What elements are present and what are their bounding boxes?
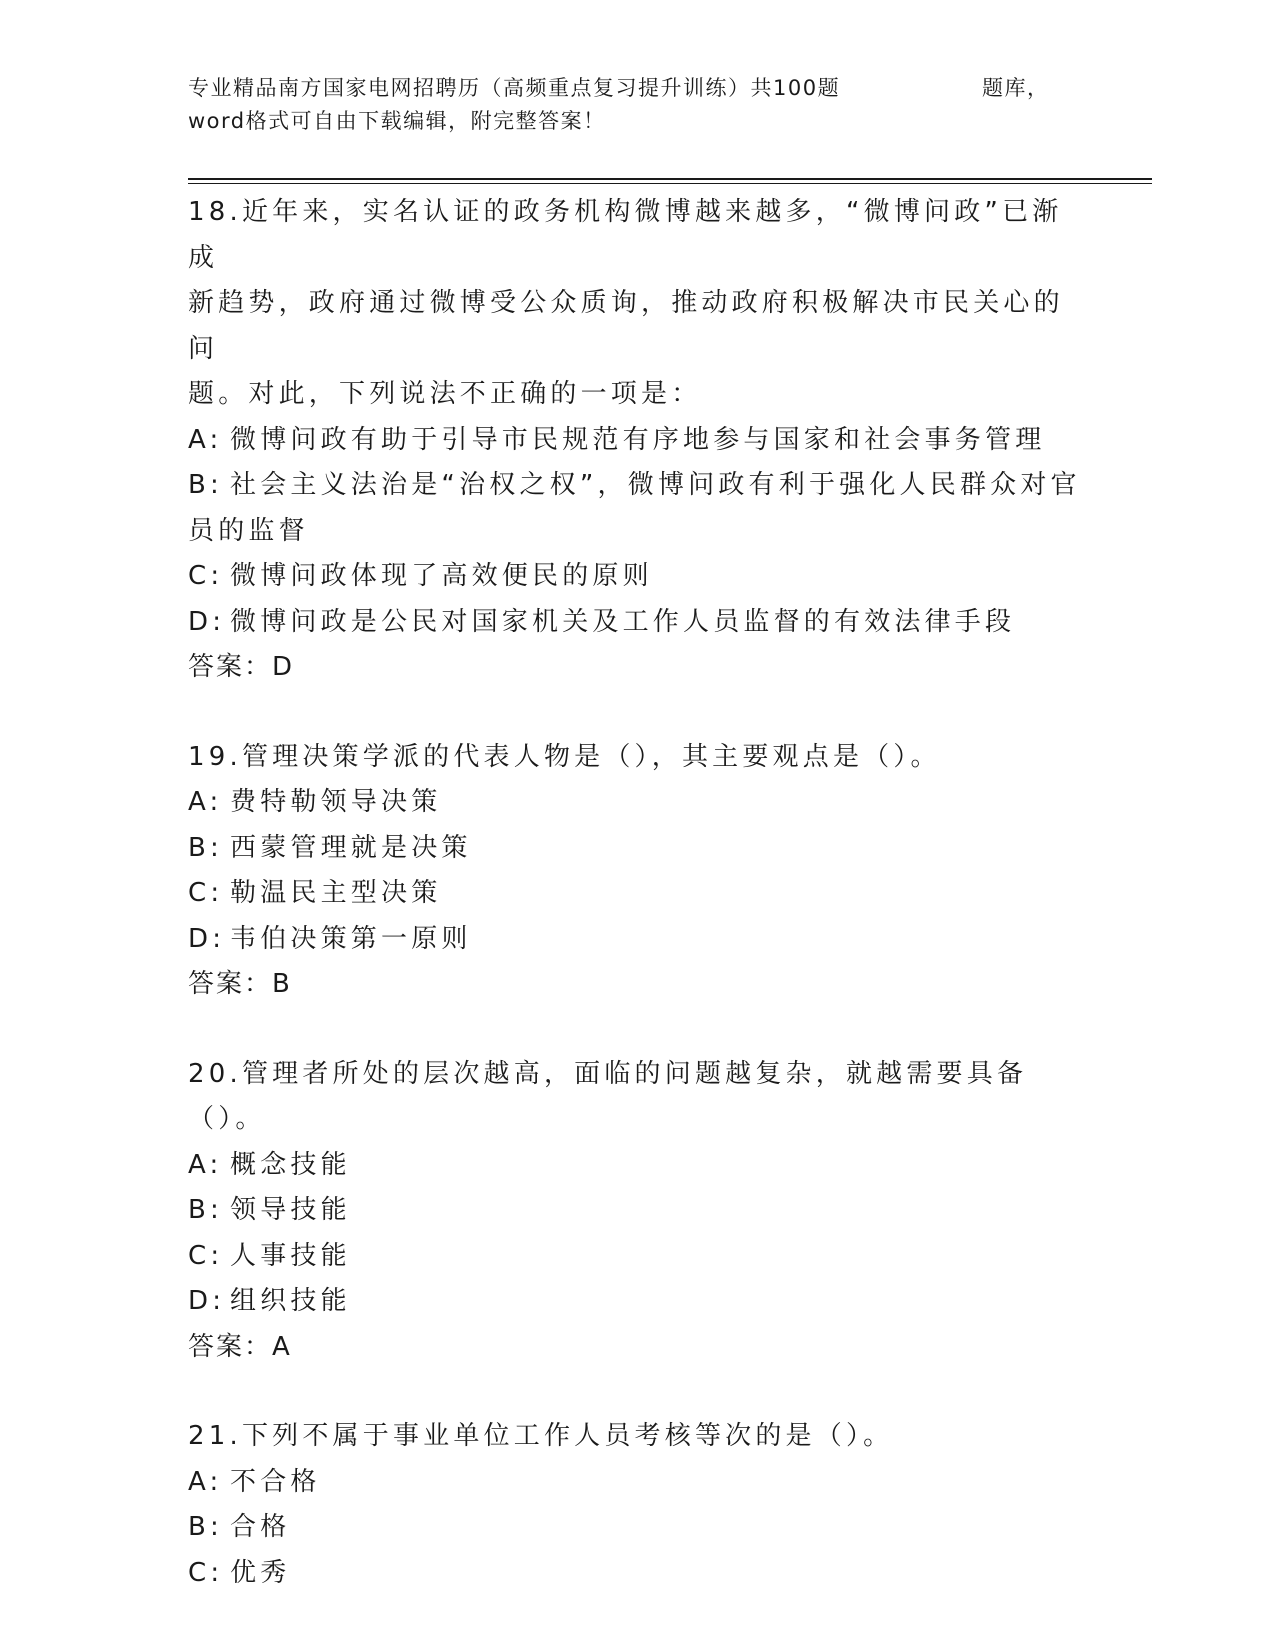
option-a	[188, 1143, 1088, 1189]
option-text: 微博问政有助于引导市民规范有序地参与国家和社会事务管理	[230, 424, 1046, 455]
option-text: 不合格	[230, 1466, 321, 1497]
option-text: 微博问政是公民对国家机关及工作人员监督的有效法律手段	[230, 606, 1016, 637]
option-label: C:	[188, 1240, 224, 1271]
option-label: B:	[188, 1512, 223, 1542]
option-label: B:	[188, 470, 223, 500]
option-b	[188, 1188, 1088, 1234]
option-label: A:	[188, 424, 223, 455]
header-divider-thin	[188, 183, 1152, 184]
option-label: C:	[188, 1557, 224, 1588]
option-text: 微博问政体现了高效便民的原则	[230, 561, 653, 591]
question-text-line: 20.管理者所处的层次越高，面临的问题越复杂，就越需要具备（）。	[188, 1058, 1028, 1134]
question-list	[188, 190, 1088, 1640]
option-a	[188, 1460, 1088, 1506]
option-d	[188, 600, 1088, 646]
option-a	[188, 418, 1088, 464]
option-c	[188, 1234, 1088, 1280]
option-text: 组织技能	[230, 1286, 351, 1316]
document-header	[188, 72, 1088, 138]
option-b	[188, 463, 1088, 509]
option-c	[188, 554, 1088, 600]
option-text: 社会主义法治是“治权之权”，微博问政有利于强化人民群众对官	[230, 470, 1081, 500]
header-divider-thick	[188, 178, 1152, 180]
option-text: 合格	[230, 1512, 291, 1542]
question-text-line: 题。对此，下列说法不正确的一项是：	[188, 379, 702, 409]
option-label: D:	[188, 1286, 226, 1316]
question-text-line: 19.管理决策学派的代表人物是（），其主要观点是（）。	[188, 741, 941, 772]
option-a	[188, 780, 1088, 826]
option-b	[188, 1505, 1088, 1551]
header-line-1	[188, 72, 1088, 105]
option-label: A:	[188, 1149, 223, 1180]
question-19	[188, 735, 1088, 1008]
question-text-line: 新趋势，政府通过微博受公众质询，推动政府积极解决市民关心的问	[188, 288, 1064, 364]
option-text: 费特勒领导决策	[230, 787, 442, 817]
option-label: C:	[188, 561, 224, 591]
header-line-2: word格式可自由下载编辑，附完整答案！	[188, 109, 606, 133]
option-label: B:	[188, 1195, 223, 1225]
option-label: C:	[188, 878, 224, 908]
option-text: 概念技能	[230, 1149, 351, 1180]
answer-text: 答案：D	[188, 652, 295, 682]
answer-text: 答案：A	[188, 1331, 292, 1362]
header-title: 专业精品南方国家电网招聘历（高频重点复习提升训练）共100题	[188, 76, 841, 100]
option-text: 西蒙管理就是决策	[230, 832, 472, 863]
option-text: 勒温民主型决策	[230, 878, 442, 908]
option-text: 领导技能	[230, 1195, 351, 1225]
option-label: D:	[188, 606, 226, 637]
question-20	[188, 1052, 1088, 1371]
option-label: D:	[188, 923, 226, 954]
option-b	[188, 826, 1088, 872]
option-label: A:	[188, 1466, 223, 1497]
answer-text: 答案：B	[188, 969, 292, 999]
option-c	[188, 871, 1088, 917]
question-18	[188, 190, 1088, 691]
option-text: 人事技能	[230, 1240, 351, 1271]
option-d	[188, 917, 1088, 963]
option-b-continuation: 员的监督	[188, 515, 309, 546]
option-d	[188, 1279, 1088, 1325]
option-label: A:	[188, 787, 223, 817]
header-title-tail: 题库，	[982, 76, 1050, 100]
question-text-line: 21.下列不属于事业单位工作人员考核等次的是（）。	[188, 1421, 894, 1451]
option-text: 优秀	[230, 1557, 291, 1588]
question-21	[188, 1414, 1088, 1596]
option-c	[188, 1551, 1088, 1597]
question-text-line: 18.近年来，实名认证的政务机构微博越来越多，“微博问政”已渐成	[188, 197, 1063, 273]
option-text: 韦伯决策第一原则	[230, 923, 472, 954]
option-label: B:	[188, 832, 223, 863]
